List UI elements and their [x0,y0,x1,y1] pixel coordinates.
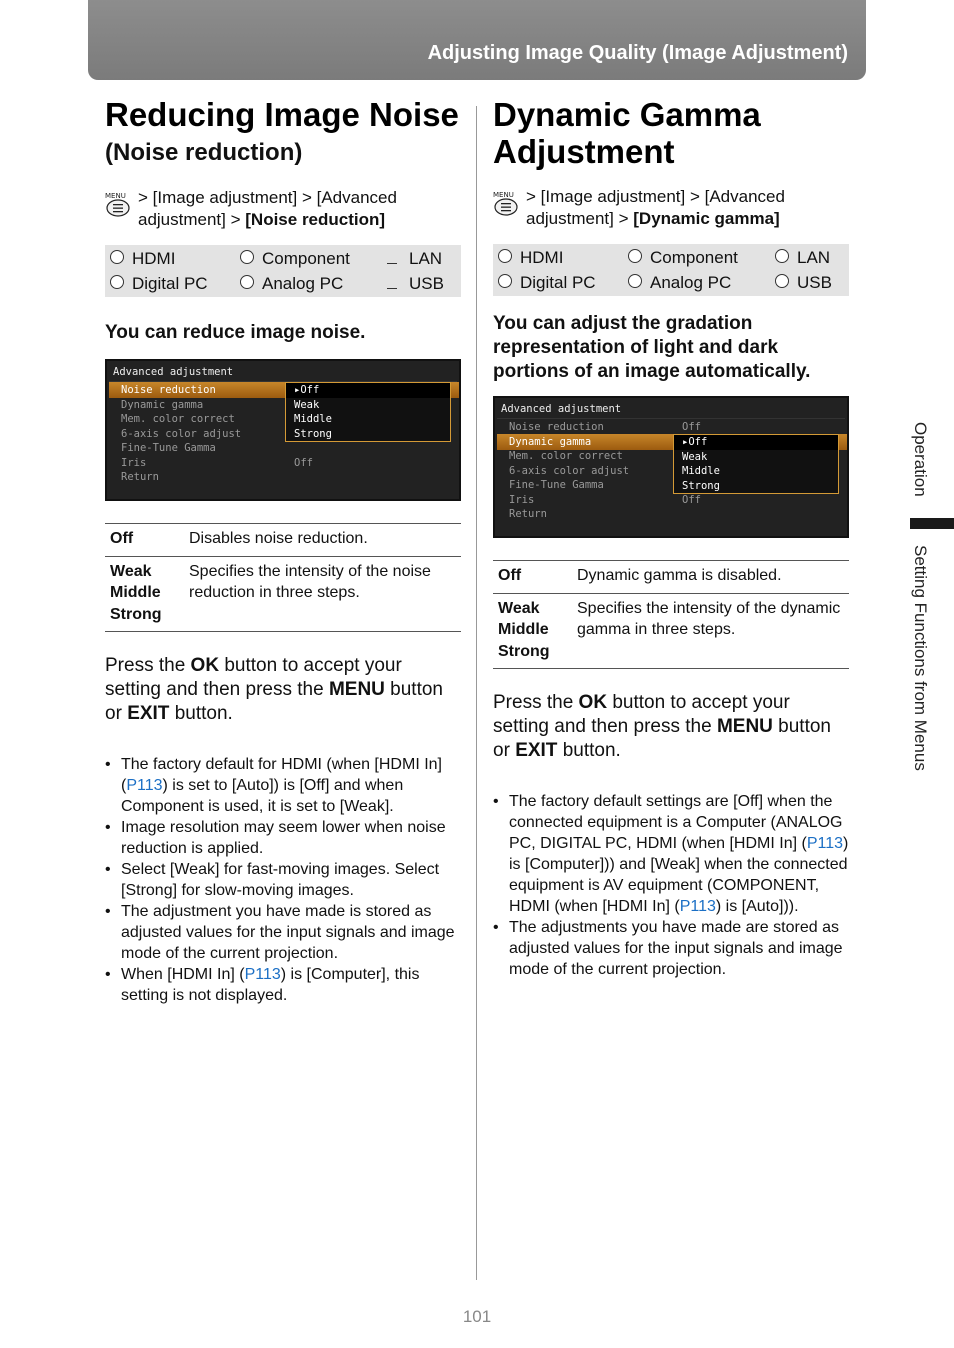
right-lead-text: You can adjust the gradation representation of light and dark portions of an image automatically. [493,313,811,382]
menu-icon [493,190,521,222]
left-lead-text: You can reduce image noise. [105,322,366,343]
osd-value: Off [682,494,701,506]
unsupported-dash-icon [387,288,397,289]
osd-option: Middle [294,413,332,425]
signal-label: LAN [797,247,831,267]
supported-circle-icon [628,274,642,288]
option-row [105,557,461,633]
option-desc: Disables noise reduction. [189,530,368,547]
option-desc: Specifies the intensity of the dynamic gamma in three steps. [577,599,841,638]
option-row [493,561,849,594]
side-tab-setting-functions: Setting Functions from Menus [911,545,930,771]
unsupported-dash-icon [387,263,397,264]
signal-label: USB [409,273,444,293]
osd-options-dropdown [285,382,451,442]
left-column [105,96,461,1006]
osd-item: Fine-Tune Gamma [509,479,604,491]
page-link[interactable]: P113 [126,777,163,794]
signal-label: Digital PC [520,272,596,292]
header-bar [88,0,866,80]
page-link[interactable]: P113 [244,966,281,983]
left-options-table [105,523,461,632]
right-menu-path [493,186,849,230]
menu-path-text: [Image adjustment] > [Advanced adjustment] > [138,188,397,229]
signal-label: Analog PC [262,273,344,293]
osd-item: Iris [509,494,535,506]
osd-item: Dynamic gamma [121,399,204,411]
osd-item: Noise reduction [509,421,604,433]
osd-item: Fine-Tune Gamma [121,442,216,454]
osd-option-selected: ▸Off [674,435,838,450]
left-notes-list [105,754,461,1006]
osd-value: Off [682,421,701,433]
signal-row [498,245,843,270]
page-link[interactable]: P113 [806,835,844,852]
menu-icon [105,191,133,223]
note-item: • Image resolution may seem lower when noise reduction is applied. [105,817,461,859]
signal-label: USB [797,272,832,292]
right-column [493,96,849,980]
page-link[interactable]: P113 [679,898,716,915]
osd-item: Noise reduction [121,384,216,396]
osd-option: Weak [682,450,708,463]
osd-item: Mem. color correct [509,450,623,462]
side-tab-marker [910,518,954,529]
osd-option-selected: ▸Off [286,383,450,398]
left-osd-screenshot [105,359,461,501]
option-key: Weak Middle Strong [498,599,550,660]
option-desc: Specifies the intensity of the noise reduction in three steps. [189,562,431,601]
note-item: • When [HDMI In] (P113) is [Computer], this setting is not displayed. [105,964,461,1006]
supported-circle-icon [498,274,512,288]
osd-option: Weak [294,398,320,411]
header-title: Adjusting Image Quality (Image Adjustment) [427,42,848,64]
option-key: Off [498,567,522,584]
supported-circle-icon [110,275,124,289]
page-number: 101 [462,1307,492,1326]
left-menu-path [105,187,461,231]
menu-path-target: [Noise reduction] [245,210,386,229]
note-item: • The factory default settings are [Off] when the connected equipment is a Computer (ANALOG PC, DIGITAL PC, HDMI (when [HDMI In] (P113) is [Computer])) and [Weak] when the connected equipment is AV equipment (COMPONENT, HDMI (when [HDMI In] (P113) is [Auto])). [493,791,849,917]
osd-item: 6-axis color adjust [121,428,242,440]
osd-title: Advanced adjustment [113,366,234,378]
signal-label: Digital PC [132,273,208,293]
right-osd-screenshot [493,396,849,538]
signal-row [110,271,455,296]
option-row [493,594,849,670]
right-section-title: Dynamic Gamma Adjustment [493,96,761,170]
right-notes-list [493,791,849,980]
osd-item: Dynamic gamma [509,436,592,448]
note-item: • The factory default for HDMI (when [HDMI In] (P113) is set to [Auto]) is [Off] and when Component is used, it is set to [Weak]. [105,754,461,817]
menu-path-text: [Image adjustment] > [Advanced adjustment] > [526,187,785,228]
signal-row [110,246,455,271]
option-key: Off [110,530,134,547]
right-signal-table [493,244,849,296]
osd-item: 6-axis color adjust [509,465,630,477]
menu-path-prefix: > [138,188,148,207]
signal-row [498,270,843,295]
signal-label: HDMI [132,248,176,268]
supported-circle-icon [110,250,124,264]
note-item: • Select [Weak] for fast-moving images. Select [Strong] for slow-moving images. [105,859,461,901]
menu-path-prefix: > [526,187,536,206]
signal-label: Component [650,247,738,267]
svg-text:MENU: MENU [105,192,126,200]
supported-circle-icon [775,249,789,263]
right-press-instruction: Press the OK button to accept your setting and then press the MENU button or EXIT button. [493,692,831,761]
signal-label: LAN [409,248,443,268]
signal-label: HDMI [520,247,564,267]
osd-options-dropdown [673,434,839,494]
osd-option: Strong [682,479,720,492]
note-item: • The adjustments you have made are stored as adjusted values for the input signals and image mode of the current projection. [493,917,849,980]
osd-item: Return [509,508,547,520]
note-item: • The adjustment you have made is stored as adjusted values for the input signals and image mode of the current projection. [105,901,461,964]
osd-title: Advanced adjustment [501,403,622,415]
supported-circle-icon [775,274,789,288]
signal-label: Analog PC [650,272,732,292]
signal-label: Component [262,248,350,268]
osd-item: Return [121,471,159,483]
osd-option: Strong [294,427,332,440]
supported-circle-icon [240,275,254,289]
left-signal-table [105,245,461,297]
osd-item: Mem. color correct [121,413,235,425]
left-section-title: Reducing Image Noise [105,96,459,133]
left-press-instruction: Press the OK button to accept your setting and then press the MENU button or EXIT button. [105,655,443,724]
svg-text:MENU: MENU [493,191,514,199]
supported-circle-icon [240,250,254,264]
option-desc: Dynamic gamma is disabled. [577,567,782,584]
right-options-table [493,560,849,669]
left-section-subtitle: (Noise reduction) [105,139,303,166]
option-row [105,524,461,557]
supported-circle-icon [628,249,642,263]
supported-circle-icon [498,249,512,263]
menu-path-target: [Dynamic gamma] [633,209,780,228]
option-key: Weak Middle Strong [110,562,162,623]
osd-item: Iris [121,457,147,469]
column-divider [476,106,477,1280]
osd-option: Middle [682,465,720,477]
osd-value: Off [294,457,313,469]
side-tab-operation: Operation [911,422,930,497]
